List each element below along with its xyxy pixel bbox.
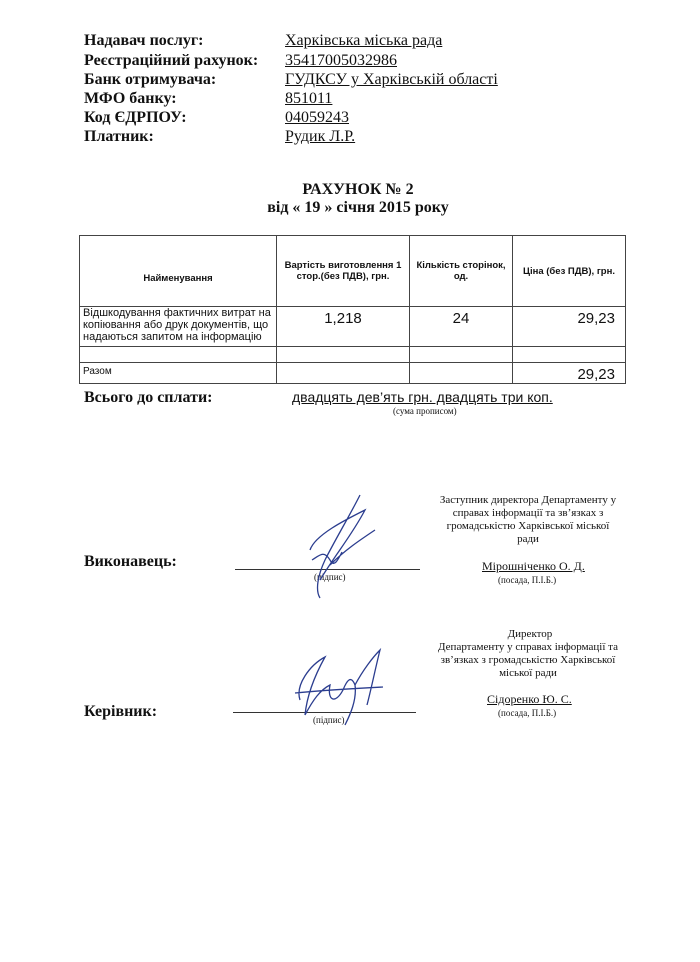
bank-value: ГУДКСУ у Харківській області <box>285 71 498 88</box>
table-total-row <box>80 363 626 384</box>
executor-label: Виконавець: <box>84 553 177 570</box>
col-name-header: Найменування <box>80 236 277 307</box>
head-position: Департаменту у справах інформації та зв’язках з громадськістю Харківської міської ради <box>438 641 618 679</box>
col-pages-header: Кількість сторінок, од. <box>410 236 513 307</box>
mfo-label: МФО банку: <box>84 90 177 107</box>
col-price-header: Ціна (без ПДВ), грн. <box>513 236 626 307</box>
head-sign-caption: (підпис) <box>313 715 345 725</box>
row-name-cell: Відшкодування фактичних витрат на копіювання або друк документів, що надаються запитом на інформацію <box>80 307 277 347</box>
row-unit-cost-cell: 1,218 <box>277 307 410 347</box>
account-label: Реєстраційний рахунок: <box>84 52 259 69</box>
head-name-caption: (посада, П.І.Б.) <box>498 708 557 718</box>
invoice-title: РАХУНОК № 2 <box>302 181 414 198</box>
table-empty-row <box>80 347 626 363</box>
provider-label: Надавач послуг: <box>84 32 204 49</box>
invoice-table <box>79 235 626 384</box>
invoice-date: від « 19 » січня 2015 року <box>267 199 449 216</box>
head-label: Керівник: <box>84 703 158 720</box>
payer-value: Рудик Л.Р. <box>285 128 356 145</box>
col-unit-cost-header: Вартість виготовлення 1 стор.(без ПДВ), грн. <box>277 236 410 307</box>
executor-signature <box>290 490 400 605</box>
row-pages-cell: 24 <box>410 307 513 347</box>
total-pay-label: Всього до сплати: <box>84 389 213 406</box>
executor-name: Мірошніченко О. Д. <box>482 559 585 573</box>
head-signature <box>285 645 390 730</box>
account-value: 35417005032986 <box>285 52 397 69</box>
table-row <box>80 307 626 347</box>
row-price-cell: 29,23 <box>513 307 626 347</box>
head-name: Сідоренко Ю. С. <box>487 692 572 706</box>
bank-label: Банк отримувача: <box>84 71 217 88</box>
edrpou-label: Код ЄДРПОУ: <box>84 109 187 126</box>
total-pay-words: двадцять дев’ять грн. двадцять три коп. <box>292 389 553 405</box>
total-value-cell: 29,23 <box>513 363 626 384</box>
edrpou-value: 04059243 <box>285 109 349 126</box>
head-position-title: Директор <box>507 628 553 640</box>
provider-value: Харківська міська рада <box>285 32 443 49</box>
table-header-row <box>80 236 626 307</box>
payer-label: Платник: <box>84 128 154 145</box>
mfo-value: 851011 <box>285 90 333 107</box>
total-label-cell: Разом <box>80 363 277 384</box>
executor-name-caption: (посада, П.І.Б.) <box>498 575 557 585</box>
executor-sign-caption: (підпис) <box>314 572 346 582</box>
total-pay-caption: (сума прописом) <box>393 406 457 416</box>
executor-position: Заступник директора Департаменту у справах інформації та зв’язках з громадськістю Харківської міської ради <box>439 494 617 545</box>
